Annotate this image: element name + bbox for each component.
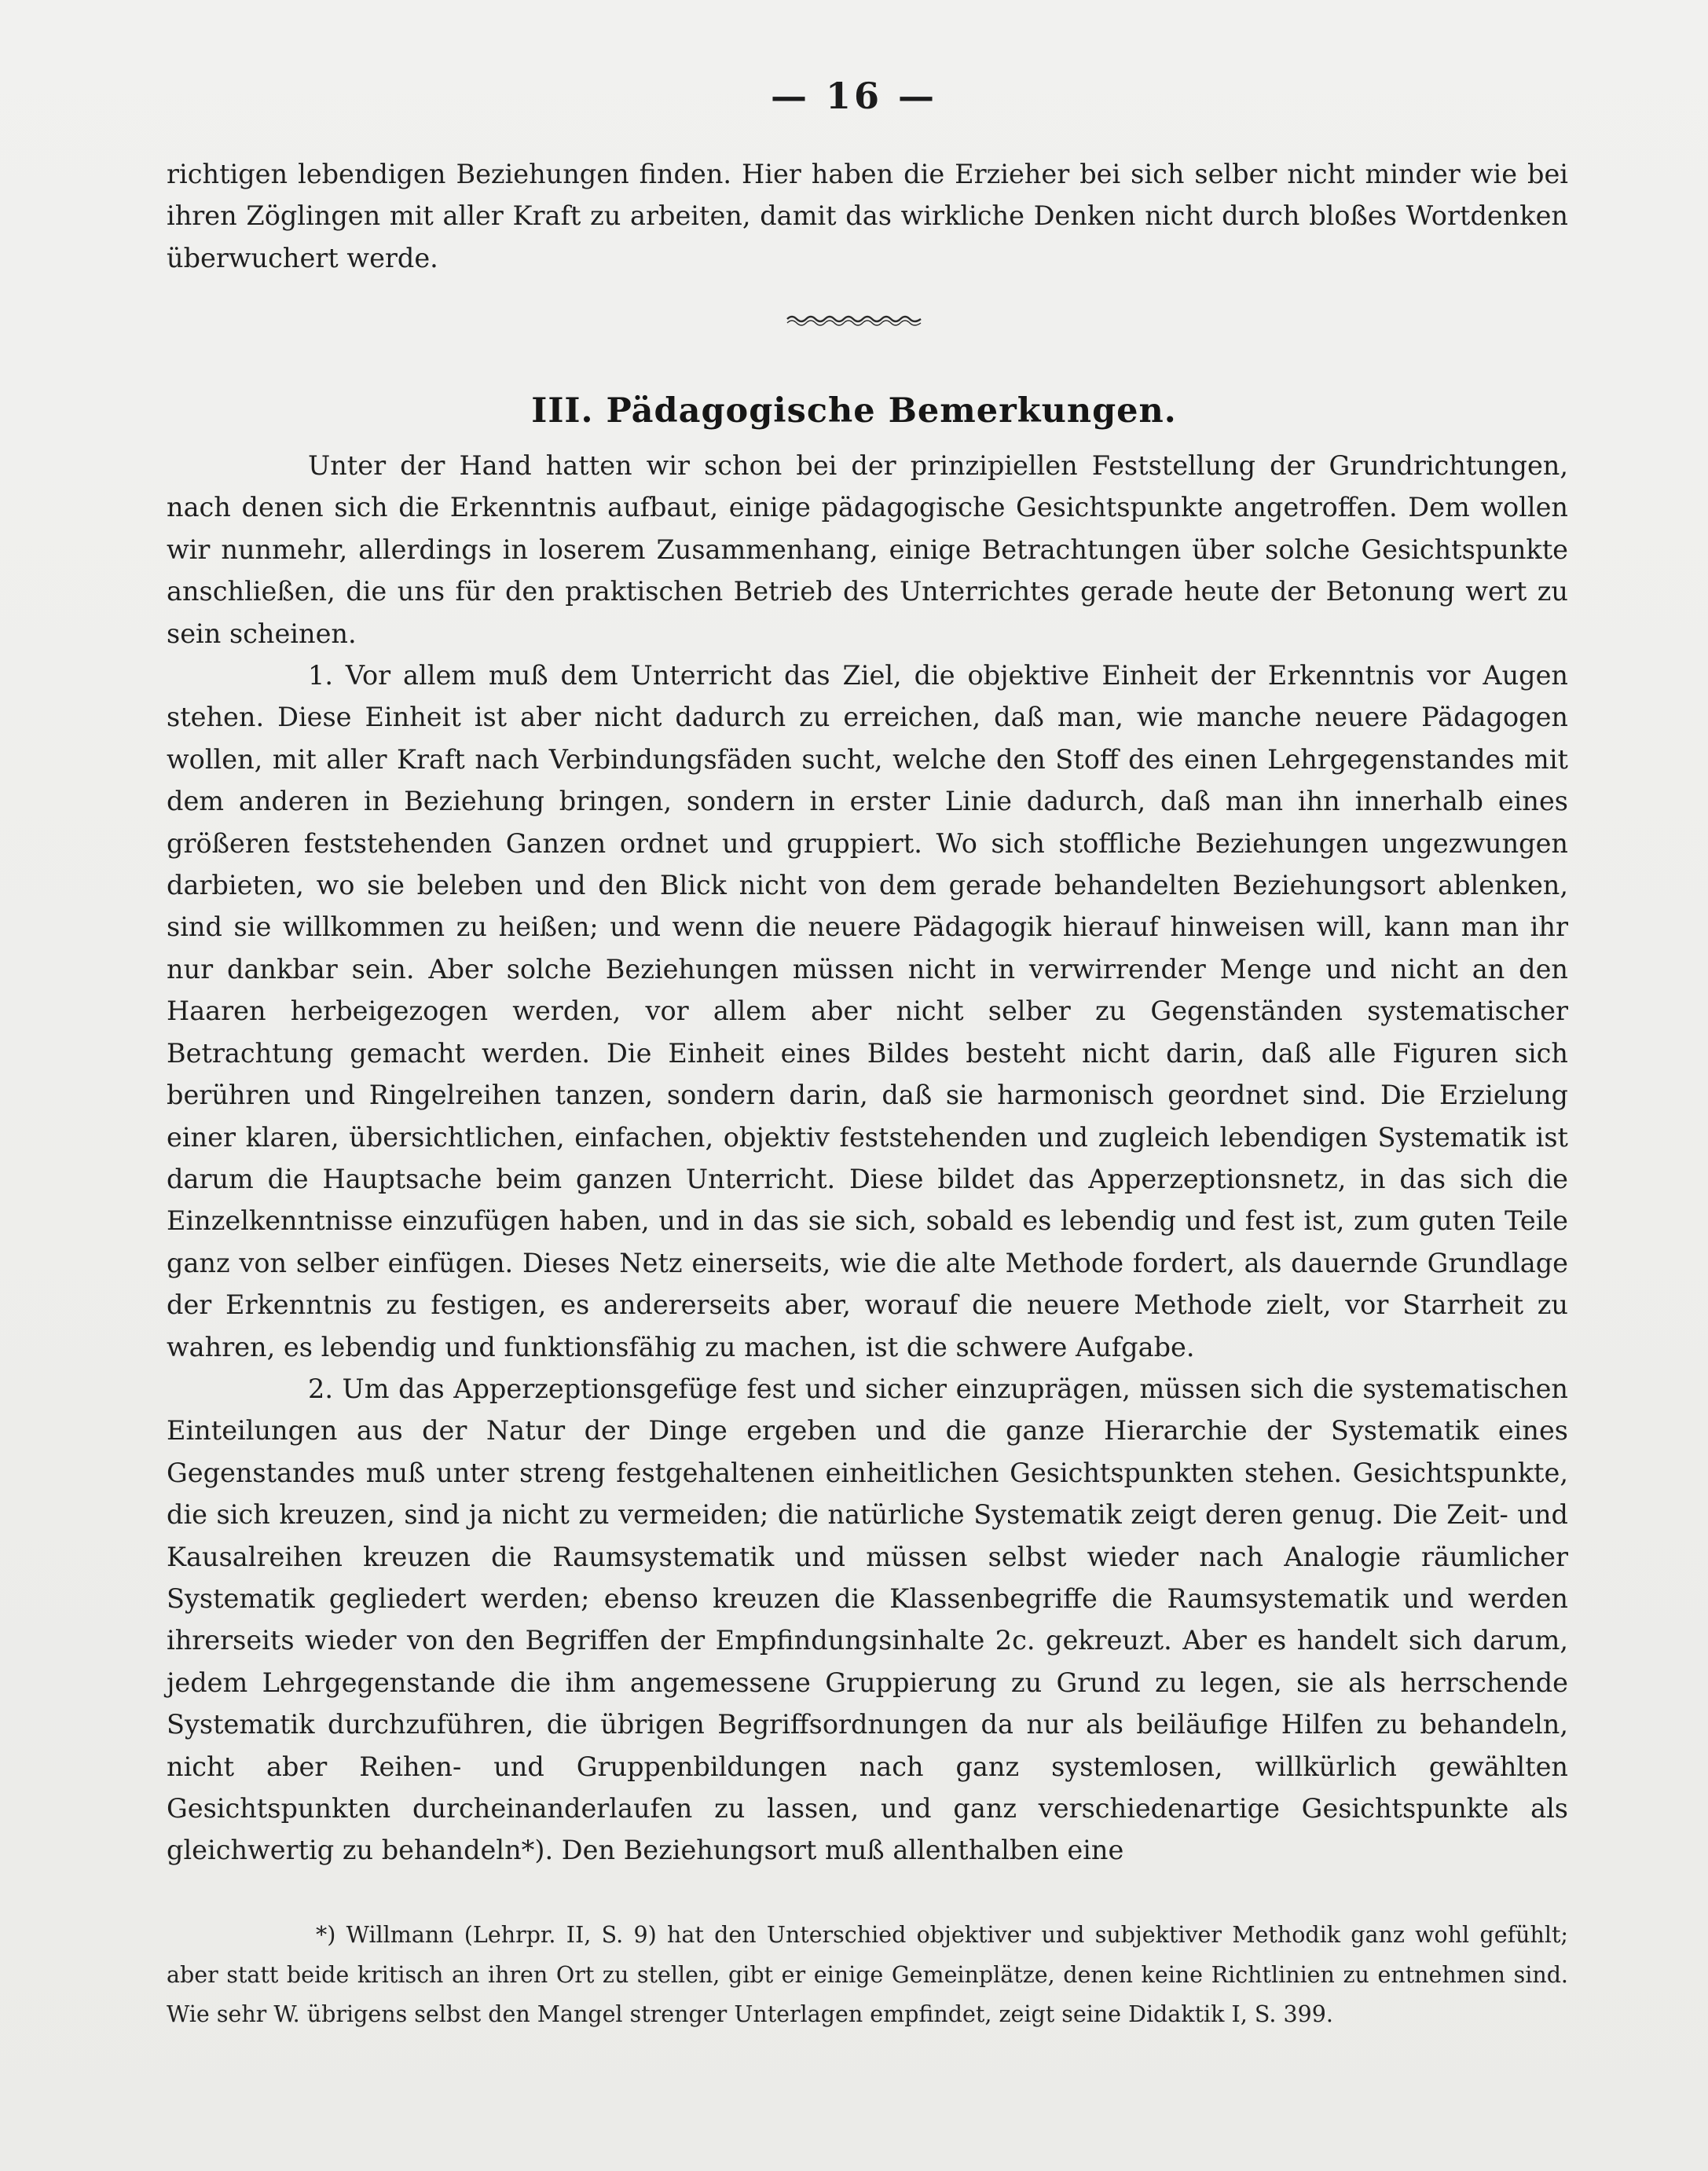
paragraph-point-2: 2. Um das Apperzeptionsgefüge fest und sicher einzuprägen, müssen sich die systematischen Einteilungen aus der Natur der Dinge ergeben und die ganze Hierarchie der Systematik eines Gegenstandes muß unter streng festgehaltenen einheitlichen Gesichtspunkten stehen. Gesichtspunkte, die sich kreuzen, sind ja nicht zu vermeiden; die natürliche Systematik zeigt deren genug. Die Zeit- und Kausalreihen kreuzen die Raumsystematik und müssen selbst wieder nach Analogie räumlicher Systematik gegliedert werden; ebenso kreuzen die Klassenbegriffe die Raumsystematik und werden ihrerseits wieder von den Begriffen der Empfindungsinhalte 2c. gekreuzt. Aber es handelt sich darum, jedem Lehrgegenstande die ihm angemessene Gruppierung zu Grund zu legen, sie als herrschende Systematik durchzuführen, die übrigen Begriffsordnungen da nur als beiläufige Hilfen zu behandeln, nicht aber Reihen- und Gruppenbildungen nach ganz systemlosen, willkürlich gewählten Gesichtspunkten durcheinanderlaufen zu lassen, und ganz verschiedenartige Gesichtspunkte als gleichwertig zu behandeln*). Den Beziehungsort muß allenthalben eine <box>167 1373 1568 1866</box>
footnote: *) Willmann (Lehrpr. II, S. 9) hat den Unterschied objektiver und subjektiver Methodik ganz wohl gefühlt; aber statt beide kritisch an ihren Ort zu stellen, gibt er einige Gemeinplätze, denen keine Richtlinien zu entnehmen sind. Wie sehr W. übrigens selbst den Mangel strenger Unterlagen empfindet, zeigt seine Didaktik I, S. 399. <box>167 1922 1568 2027</box>
paragraph-point-1: 1. Vor allem muß dem Unterricht das Ziel, die objektive Einheit der Erkenntnis vor Augen stehen. Diese Einheit ist aber nicht dadurch zu erreichen, daß man, wie manche neuere Pädagogen wollen, mit aller Kraft nach Verbindungsfäden sucht, welche den Stoff des einen Lehrgegenstandes mit dem anderen in Beziehung bringen, sondern in erster Linie dadurch, daß man ihn innerhalb eines größeren feststehenden Ganzen ordnet und gruppiert. Wo sich stoffliche Beziehungen ungezwungen darbieten, wo sie beleben und den Blick nicht von dem gerade behandelten Beziehungsort ablenken, sind sie willkommen zu heißen; und wenn die neuere Pädagogik hierauf hinweisen will, kann man ihr nur dankbar sein. Aber solche Beziehungen müssen nicht in verwirrender Menge und nicht an den Haaren herbeigezogen werden, vor allem aber nicht selber zu Gegenständen systematischer Betrachtung gemacht werden. Die Einheit eines Bildes besteht nicht darin, daß alle Figuren sich berühren und Ringelreihen tanzen, sondern darin, daß sie harmonisch geordnet sind. Die Erzielung einer klaren, übersichtlichen, einfachen, objektiv feststehenden und zugleich lebendigen Systematik ist darum die Hauptsache beim ganzen Unterricht. Diese bildet das Apperzeptionsnetz, in das sich die Einzelkenntnisse einzufügen haben, und in das sie sich, sobald es lebendig und fest ist, zum guten Teile ganz von selber einfügen. Dieses Netz einerseits, wie die alte Methode fordert, als dauernde Grundlage der Erkenntnis zu festigen, es andererseits aber, worauf die neuere Methode zielt, vor Starrheit zu wahren, es lebendig und funktionsfähig zu machen, ist die schwere Aufgabe. <box>167 660 1568 1362</box>
intro-paragraph: richtigen lebendigen Beziehungen finden. Hier haben die Erzieher bei sich selber nicht minder wie bei ihren Zöglingen mit aller Kraft zu arbeiten, damit das wirkliche Denken nicht durch bloßes Wortdenken überwuchert werde. <box>167 159 1568 273</box>
page-number: — 16 — <box>770 75 938 117</box>
body-text-block <box>167 445 1568 1872</box>
section-heading: III. Pädagogische Bemerkungen. <box>531 391 1177 431</box>
wavy-divider-ornament <box>786 313 923 328</box>
paragraph-intro-considerations: Unter der Hand hatten wir schon bei der prinzipiellen Feststellung der Grundrichtungen, nach denen sich die Erkenntnis aufbaut, einige pädagogische Gesichtspunkte angetroffen. Dem wollen wir nunmehr, allerdings in loserem Zusammenhang, einige Betrachtungen über solche Gesichtspunkte anschließen, die uns für den praktischen Betrieb des Unterrichtes gerade heute der Betonung wert zu sein scheinen. <box>167 450 1568 649</box>
footnote-block <box>167 1916 1568 2035</box>
intro-paragraph-block <box>167 153 1568 279</box>
